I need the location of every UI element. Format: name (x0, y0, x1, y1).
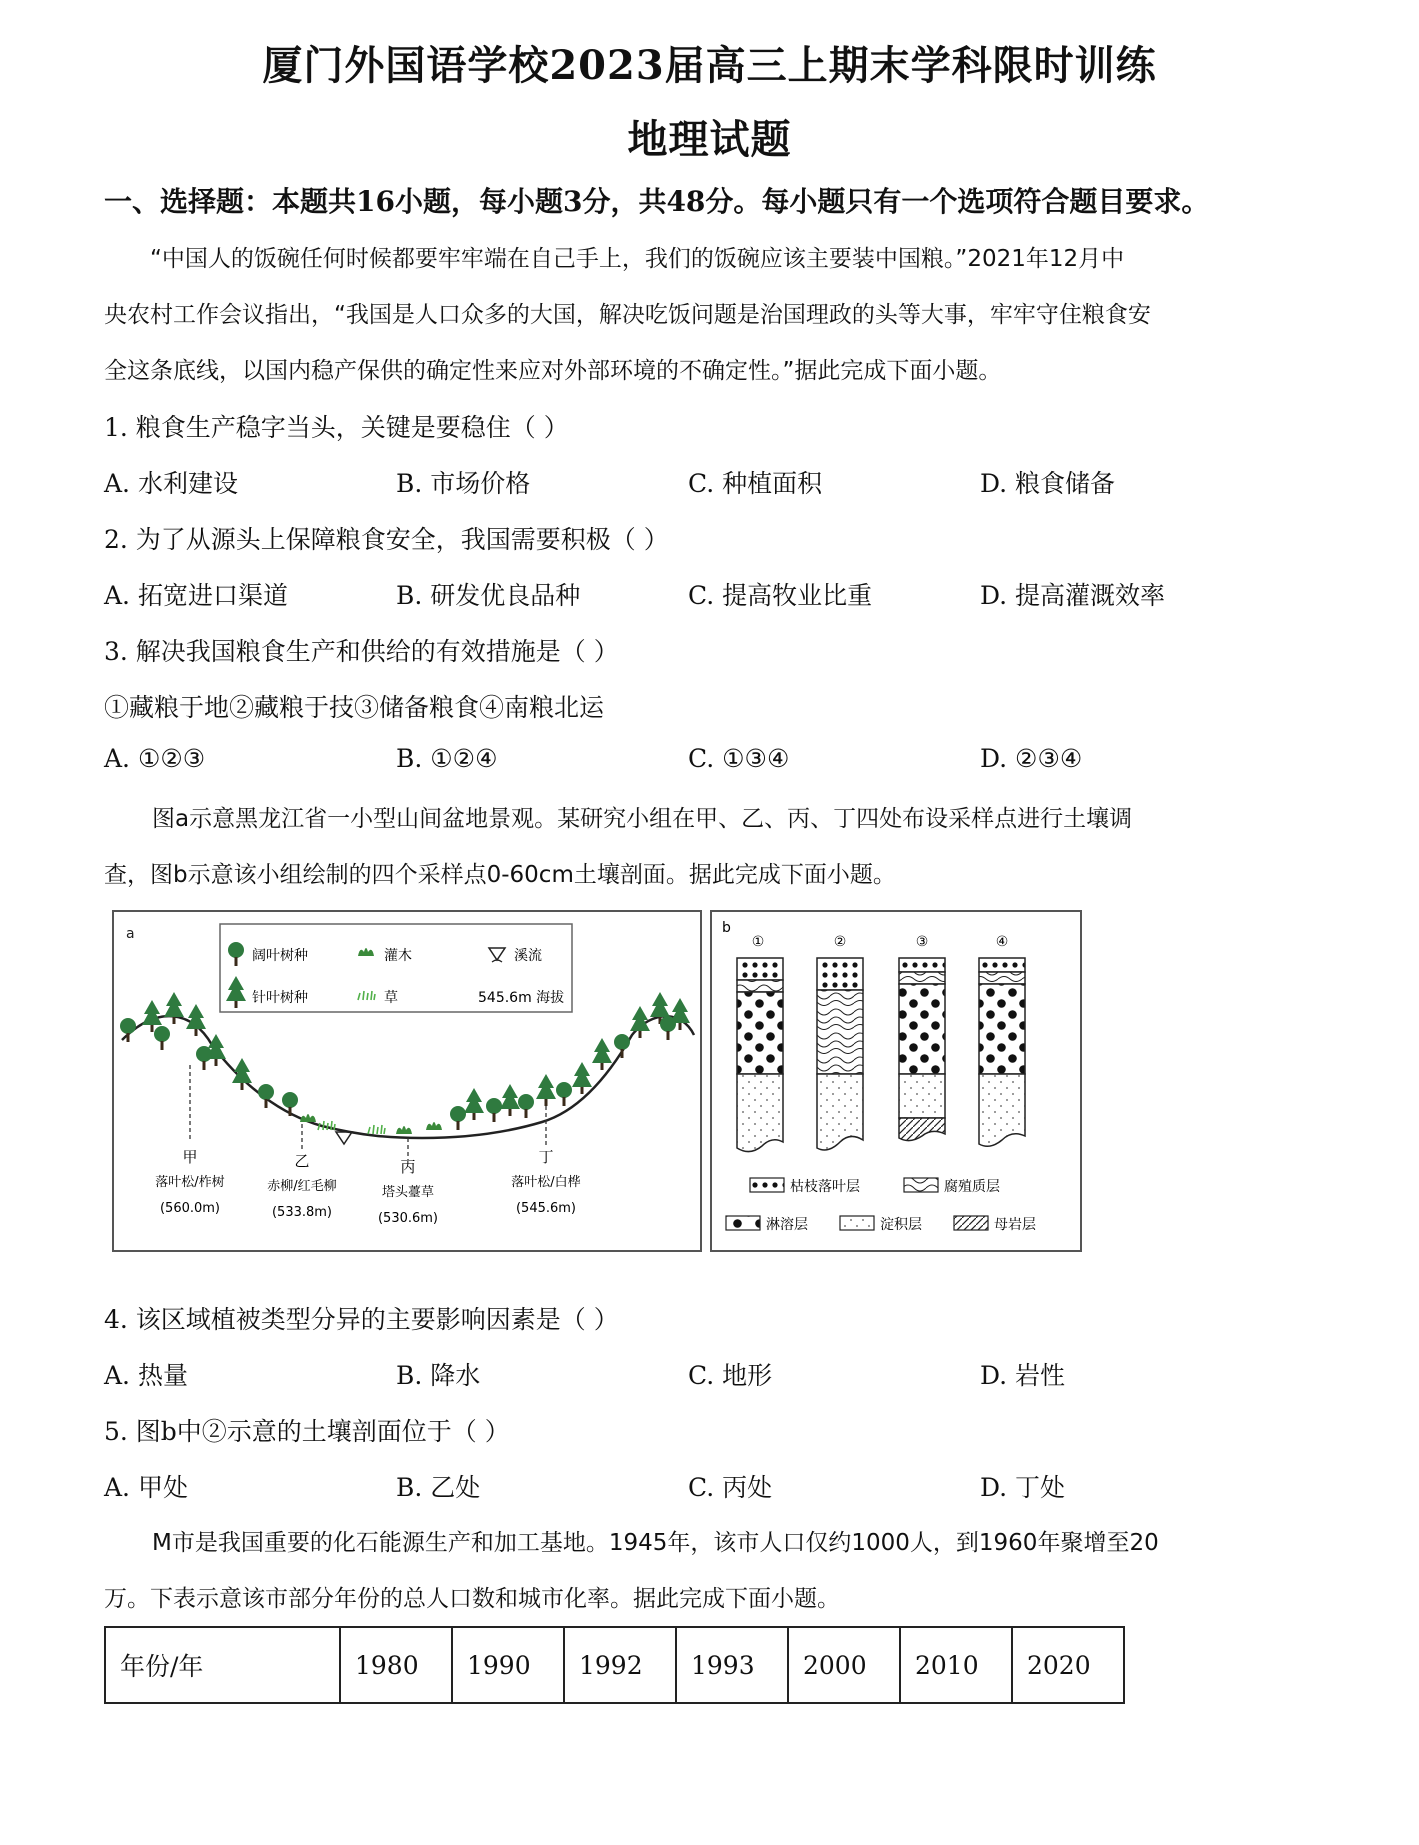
site-jia-veg: 落叶松/柞树 (155, 1175, 225, 1190)
q4-option-a: A. 热量 (104, 1361, 188, 1390)
q1-option-d: D. 粮食储备 (980, 469, 1116, 498)
q1-option-c: C. 种植面积 (688, 469, 823, 498)
q1-option-b: B. 市场价格 (396, 469, 531, 498)
q5-option-a: A. 甲处 (104, 1473, 188, 1502)
q5-option-d: D. 丁处 (980, 1473, 1066, 1502)
q2-option-d: D. 提高灌溉效率 (980, 581, 1166, 610)
site-bing: 丙 (400, 1158, 416, 1176)
q3-option-d: D. ②③④ (980, 744, 1083, 773)
legend-shrub: 灌木 (384, 948, 412, 964)
legend-parent: 母岩层 (994, 1217, 1036, 1233)
q2-option-b: B. 研发优良品种 (396, 581, 581, 610)
table-header-year: 年份/年 (105, 1627, 340, 1703)
question-3-stem: 3. 解决我国粮食生产和供给的有效措施是（ ） (104, 637, 619, 666)
question-1-stem: 1. 粮食生产稳字当头，关键是要稳住（ ） (104, 413, 569, 442)
q4-option-c: C. 地形 (688, 1361, 773, 1390)
table-cell-year: 1992 (564, 1627, 676, 1703)
profile-4-label: ④ (995, 934, 1009, 950)
q3-option-b: B. ①②④ (396, 744, 498, 773)
table-cell-year: 1980 (340, 1627, 452, 1703)
legend-illuvial: 淀积层 (880, 1217, 922, 1233)
site-jia-elev: (560.0m) (159, 1201, 221, 1216)
q5-option-b: B. 乙处 (396, 1473, 481, 1502)
figure-a (112, 910, 702, 1256)
passage2-line-2: 查，图b示意该小组绘制的四个采样点0-60cm土壤剖面。据此完成下面小题。 (104, 862, 896, 888)
q3-option-c: C. ①③④ (688, 744, 790, 773)
passage2-line-1: 图a示意黑龙江省一小型山间盆地景观。某研究小组在甲、乙、丙、丁四处布设采样点进行土壤调 (152, 806, 1133, 832)
table-cell-year: 1993 (676, 1627, 788, 1703)
passage1-line-1: “中国人的饭碗任何时候都要牢牢端在自己手上，我们的饭碗应该主要装中国粮。”2021年12月中 (150, 246, 1125, 272)
q4-option-d: D. 岩性 (980, 1361, 1066, 1390)
figure-b-label: b (722, 920, 731, 936)
question-2-stem: 2. 为了从源头上保障粮食安全，我国需要积极（ ） (104, 525, 669, 554)
section-heading: 一、选择题：本题共16小题，每小题3分，共48分。每小题只有一个选项符合题目要求。 (104, 185, 1210, 218)
q1-option-a: A. 水利建设 (104, 469, 238, 498)
passage1-line-3: 全这条底线，以国内稳产保供的确定性来应对外部环境的不确定性。”据此完成下面小题。 (104, 358, 1002, 384)
legend-elevation: 545.6m 海拔 (478, 990, 565, 1006)
site-yi-elev: (533.8m) (271, 1205, 333, 1220)
profile-3-label: ③ (915, 934, 929, 950)
q5-option-c: C. 丙处 (688, 1473, 773, 1502)
passage3-line-1: M市是我国重要的化石能源生产和加工基地。1945年，该市人口仅约1000人，到1960年聚增至20 (152, 1530, 1159, 1556)
q2-option-a: A. 拓宽进口渠道 (104, 581, 288, 610)
q4-option-b: B. 降水 (396, 1361, 481, 1390)
legend-stream: 溪流 (514, 948, 542, 964)
site-ding: 丁 (538, 1148, 554, 1166)
question-5-stem: 5. 图b中②示意的土壤剖面位于（ ） (104, 1417, 510, 1446)
legend-litter: 枯枝落叶层 (790, 1179, 860, 1195)
site-yi: 乙 (294, 1152, 310, 1170)
passage1-line-2: 央农村工作会议指出，“我国是人口众多的大国，解决吃饭问题是治国理政的头等大事，牢牢守住粮食安 (104, 302, 1151, 328)
legend-grass: 草 (384, 990, 398, 1006)
site-bing-veg: 塔头薹草 (381, 1185, 435, 1200)
question-3-statements: ①藏粮于地②藏粮于技③储备粮食④南粮北运 (104, 693, 605, 722)
table-cell-year: 2000 (788, 1627, 900, 1703)
population-table (104, 1626, 1125, 1704)
legend-humus: 腐殖质层 (944, 1179, 1000, 1195)
exam-title: 厦门外国语学校2023届高三上期末学科限时训练 (262, 42, 1157, 89)
site-ding-elev: (545.6m) (515, 1201, 577, 1216)
table-cell-year: 2010 (900, 1627, 1012, 1703)
site-yi-veg: 赤柳/红毛柳 (267, 1179, 337, 1194)
question-4-stem: 4. 该区域植被类型分异的主要影响因素是（ ） (104, 1305, 619, 1334)
q2-option-c: C. 提高牧业比重 (688, 581, 873, 610)
q3-option-a: A. ①②③ (104, 744, 206, 773)
table-cell-year: 2020 (1012, 1627, 1124, 1703)
exam-subtitle: 地理试题 (627, 116, 792, 163)
legend-eluvial: 淋溶层 (766, 1217, 808, 1233)
legend-broadleaf: 阔叶树种 (252, 948, 308, 964)
profile-2-label: ② (833, 934, 847, 950)
passage3-line-2: 万。下表示意该市部分年份的总人口数和城市化率。据此完成下面小题。 (104, 1586, 840, 1612)
site-bing-elev: (530.6m) (377, 1211, 439, 1226)
figure-b (710, 910, 1082, 1256)
table-cell-year: 1990 (452, 1627, 564, 1703)
legend-conifer: 针叶树种 (252, 990, 308, 1006)
figure-a-label: a (126, 926, 135, 942)
profile-1-label: ① (751, 934, 765, 950)
table-row (105, 1627, 1124, 1703)
site-jia: 甲 (182, 1148, 198, 1166)
site-ding-veg: 落叶松/白桦 (511, 1175, 581, 1190)
